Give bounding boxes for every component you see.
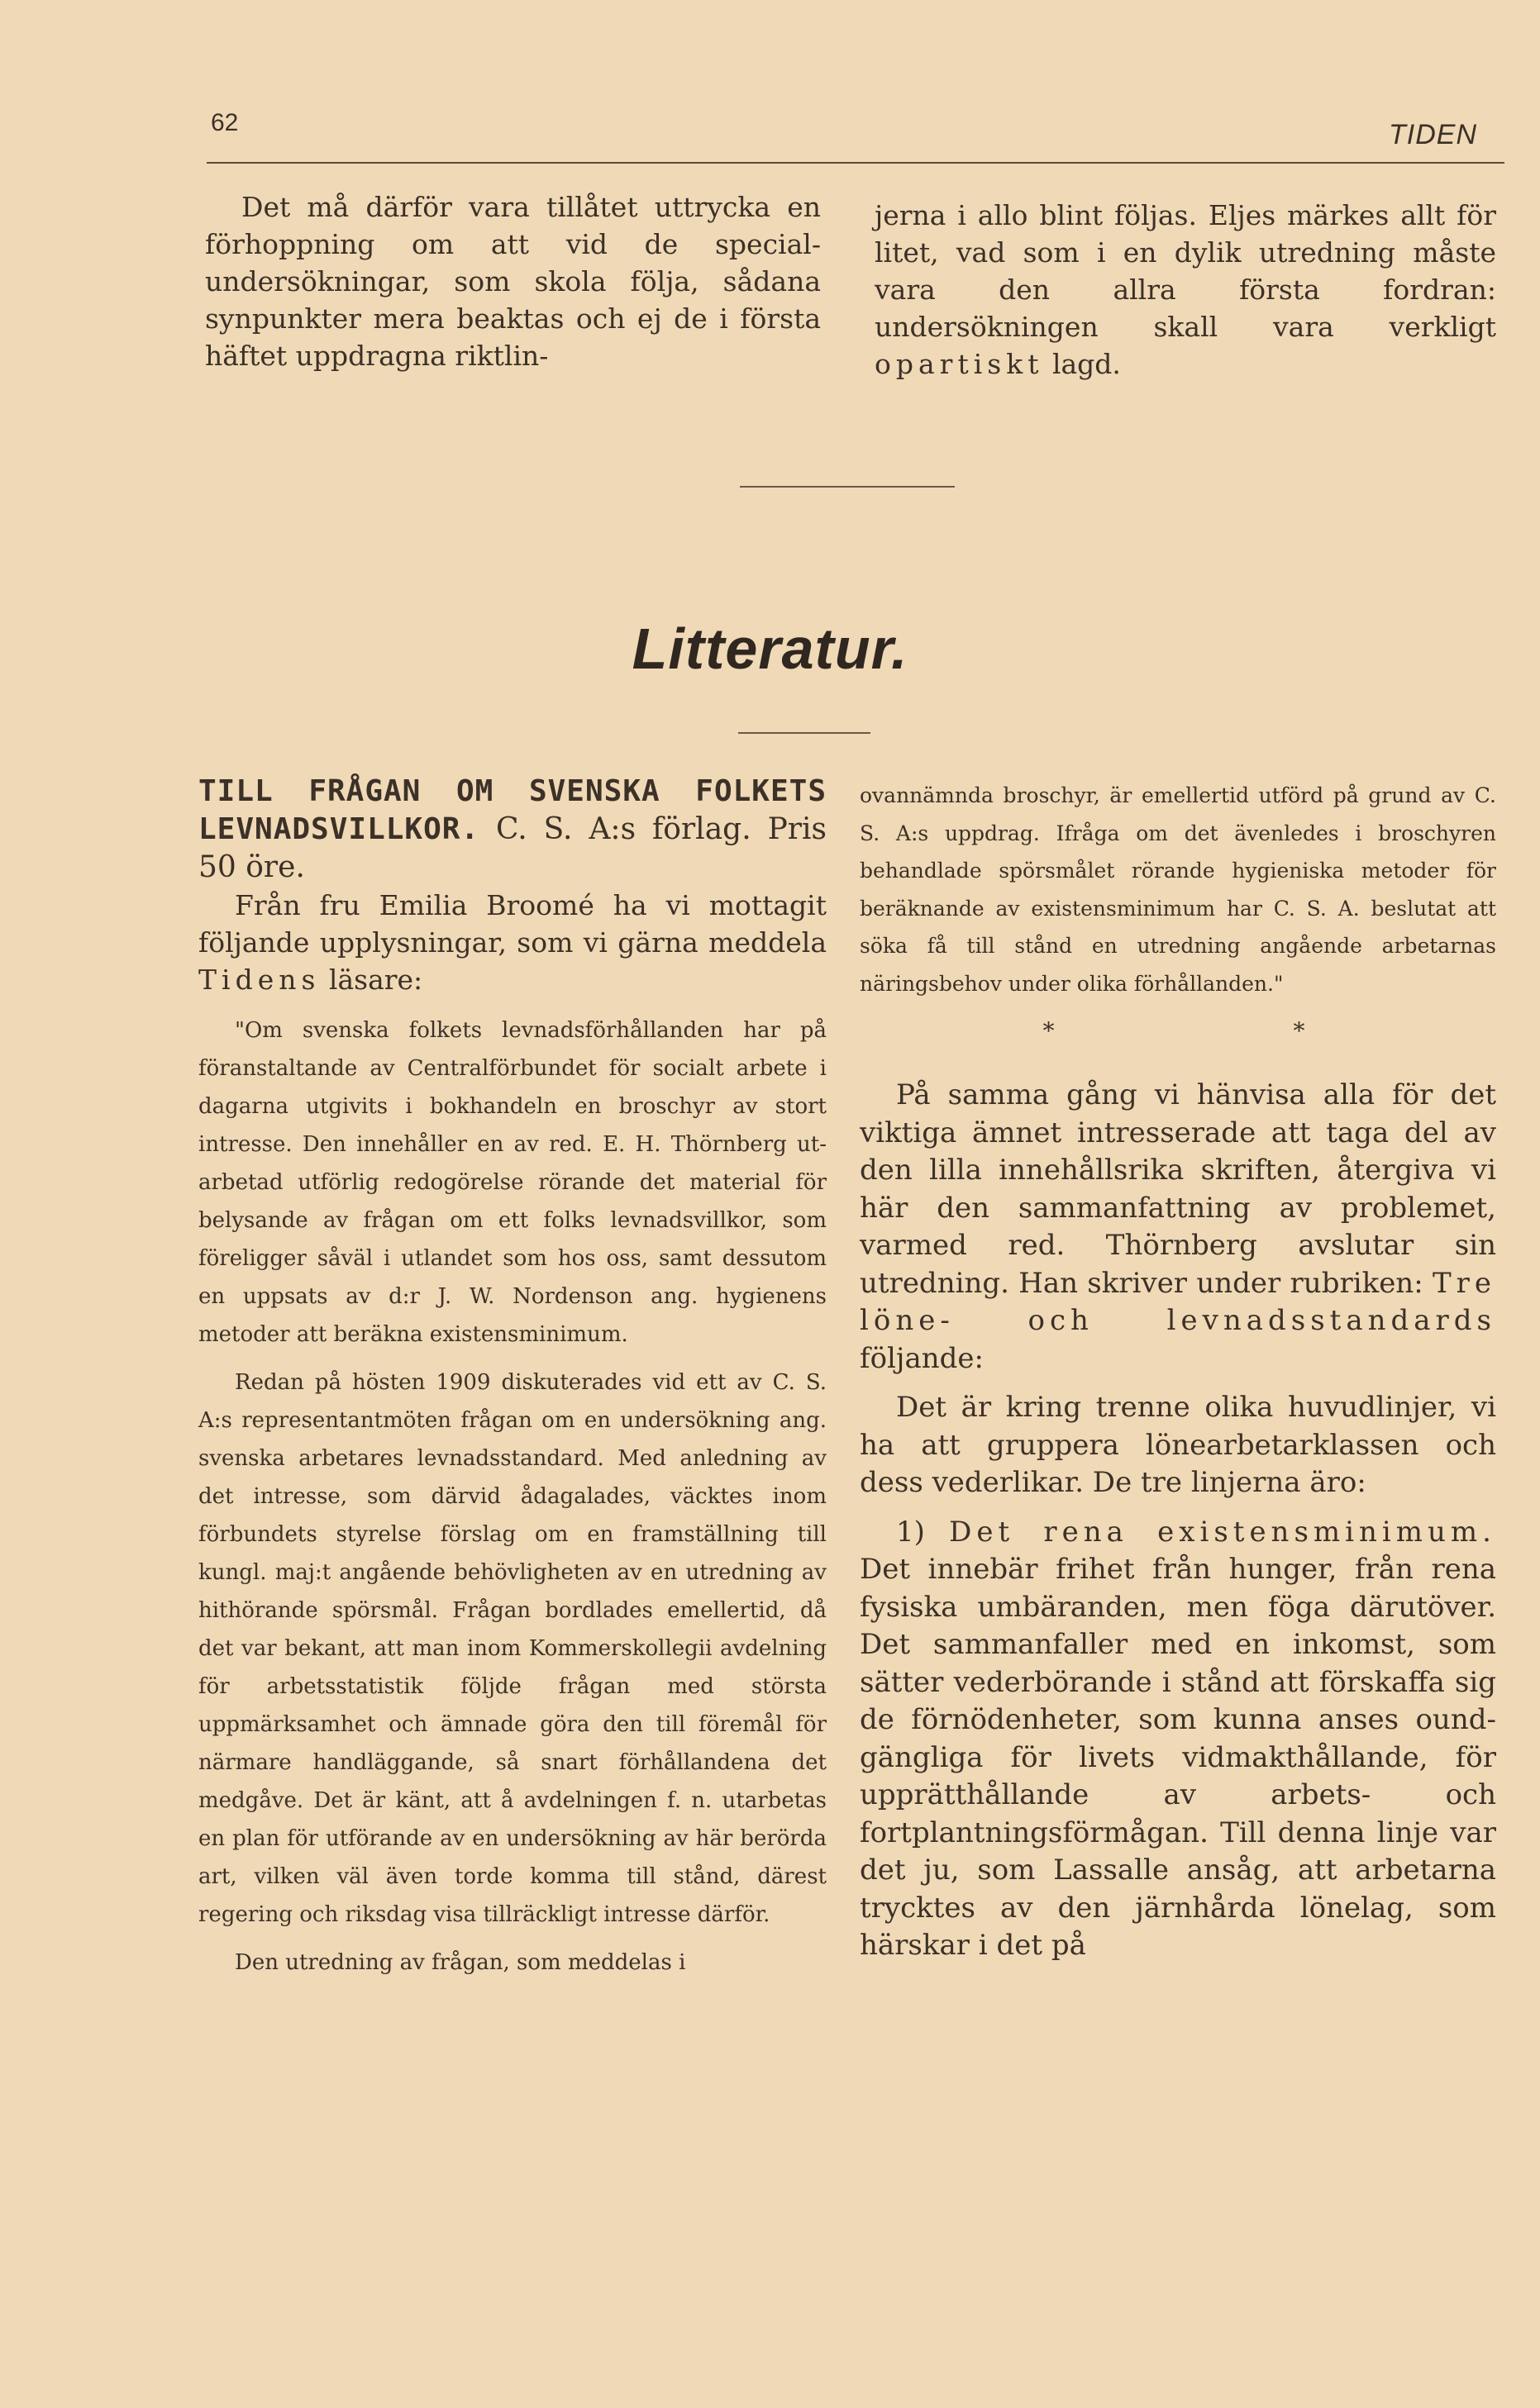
section-stars: * * — [1042, 1017, 1421, 1045]
page-number: 62 — [211, 109, 239, 136]
section-title: Litteratur. — [632, 616, 908, 681]
review-book-title: TILL FRÅGAN OM SVENSKA FOLKETS LEVNADSVILLKOR. — [198, 774, 827, 846]
summary-paragraph-2: Det är kring trenne olika huvudlinjer, vi ha att gruppera lönearbetarklassen och dess vederlikar. De tre linjerna äro: — [860, 1391, 1496, 1499]
journal-title: TIDEN — [1389, 119, 1477, 150]
header-rule — [207, 162, 1504, 164]
quote-paragraph-1: "Om svenska folkets levnadsförhållanden har på föranstaltande av Centralförbundet för socialt arbete i dagarna utgivits i bokhandeln en broschyr av stort intresse. Den innehåller en av red. E. H. Thörnberg utarbetad utförlig redogörelse rörande det material för belysande av frågan om ett folks levnadsvillkor, som föreligger såväl i utlandet som hos oss, samt dessutom en uppsats av d:r J. W. Nordenson ang. hygienens metoder att beräkna existensminimum. — [198, 1018, 827, 1347]
intro-right-column — [875, 197, 1496, 383]
intro-right-paragraph — [875, 197, 1496, 383]
intro-left-column — [205, 188, 821, 374]
review-left-column — [198, 773, 827, 1982]
review-book-publisher: C. S. A:s förlag. Pris 50 öre. — [198, 812, 827, 884]
review-intro — [198, 887, 827, 998]
right-quote-paragraph: ovannämnda broschyr, är emellertid utförd på grund av C. S. A:s uppdrag. Ifråga om det ävenledes i broschyren behandlade spörsmålet rörande hygieniska metoder för beräknande av existensminimum har C. S. A. beslutat att söka få till stånd en utredning angående arbetarnas näringsbehov under olika förhållanden." — [860, 783, 1496, 996]
section-divider — [740, 486, 955, 488]
review-intro-emphasis: Tidens — [198, 964, 321, 996]
list-number: 1) — [896, 1515, 950, 1549]
summary-rubric: Tre löne- och levnadsstandards — [860, 1266, 1496, 1337]
quote-paragraph-2: Redan på hösten 1909 diskuterades vid ett av C. S. A:s representantmöten frågan om en undersökning ang. svenska arbetares levnadsstandard. Med anledning av det intresse, som därvid ådagalades, väcktes inom förbundets styrelse förslag om en framställning till kungl. maj:t angående behövligheten av en utredning av hithörande spörsmål. Frågan bordlades emellertid, då det var bekant, att man inom Kommerskollegii avdelning för arbetsstatistik följde frågan med största uppmärksamhet och ämnade göra den till föremål för närmare handläggande, så snart förhållandena det medgåve. Det är känt, att å avdelningen f. n. utarbetas en plan för utförande av en undersökning av här berörda art, vilken väl även torde komma till stånd, därest regering och riksdag visa tillräckligt intresse därför. — [198, 1370, 827, 1927]
summary-text: På samma gång vi hänvisa alla för det viktiga ämnet intresserade att taga del av den lilla innehållsrika skriften, återgiva vi här den sammanfattning av problemet, varmed red. Thörnberg avslutar sin utredning. Han skriver under rubriken: — [860, 1078, 1496, 1300]
review-intro-text: Från fru Emilia Broomé ha vi mottagit följande upplysningar, som vi gärna meddela — [198, 889, 827, 959]
review-intro-end: läsare: — [320, 964, 423, 996]
summary-end: följande: — [860, 1341, 984, 1375]
intro-right-text: jerna i allo blint följas. Eljes märkes allt för litet, vad som i en dylik utredning måste vara den allra första fordran: undersökningen skall vara verkligt — [875, 199, 1496, 343]
intro-right-emphasis: opartiskt — [875, 348, 1044, 380]
review-heading — [198, 773, 827, 887]
title-divider — [738, 732, 870, 734]
list-term: Det rena existensminimum. — [949, 1515, 1496, 1549]
intro-left-paragraph: Det må därför vara tillåtet uttrycka en förhoppning om att vid de specialundersökningar, som skola följa, sådana synpunkter mera beaktas och ej de i första häftet uppdragna riktlin- — [205, 191, 821, 372]
quote-paragraph-3: Den utredning av frågan, som meddelas i — [235, 1950, 686, 1975]
intro-right-end: lagd. — [1043, 348, 1121, 380]
summary-paragraph-3 — [860, 1514, 1496, 1965]
review-right-column — [860, 777, 1496, 1965]
list-text: Det innebär frihet från hunger, från rena fysiska umbäranden, men föga därutöver. Det sammanfaller med en inkomst, som sätter vederbörande i stånd att förskaffa sig de förnödenheter, som kunna anses oundgängliga för livets vidmakthållande, för upprätthållande av arbets- och fortplantningsförmågan. Till denna linje var det ju, som Lassalle ansåg, att arbetarna trycktes av den järnhårda lönelag, som härskar i det på — [860, 1553, 1496, 1962]
summary-paragraph-1 — [860, 1077, 1496, 1378]
